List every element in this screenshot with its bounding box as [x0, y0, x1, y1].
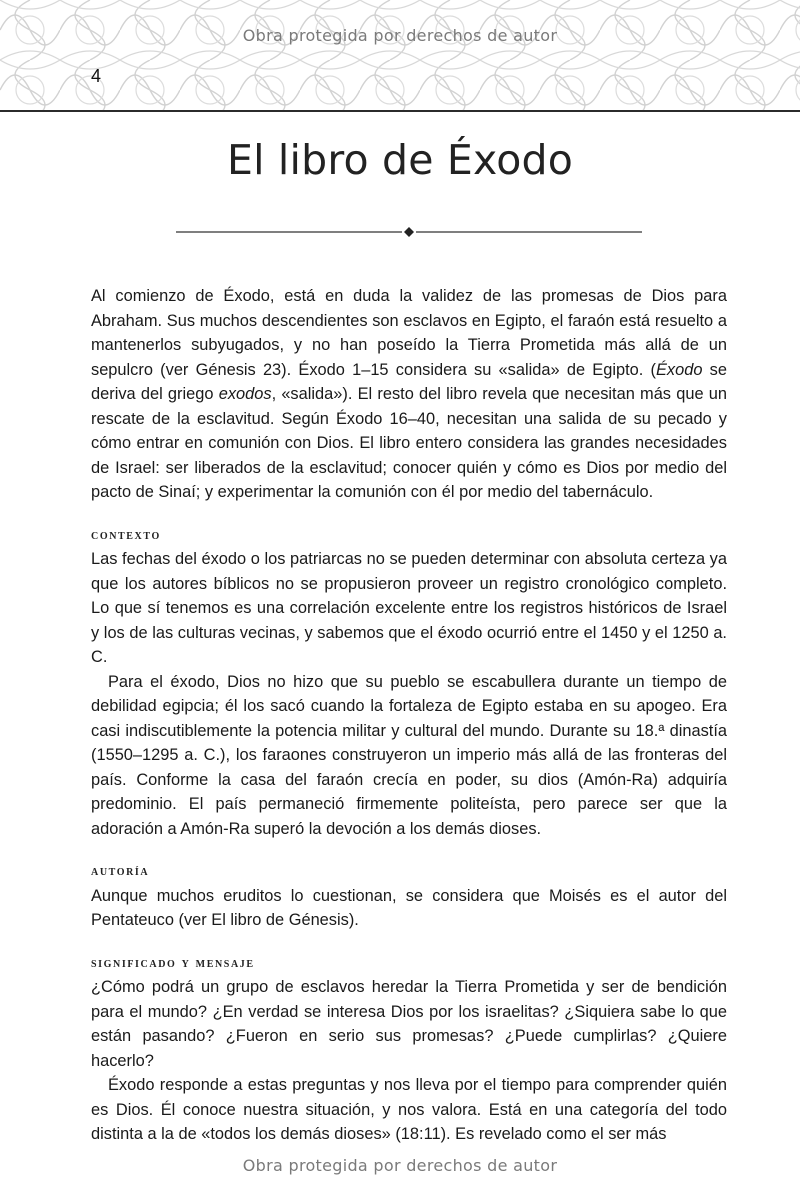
significado-paragraph-1: ¿Cómo podrá un grupo de esclavos heredar la Tierra Prometida y ser de bendición para el mundo? ¿En verdad se interesa Dios por los israelitas? ¿Siquiera sabe lo que están pasando? ¿Fueron en serio sus promesas? ¿Puede cumplirlas? ¿Quiere hacerlo? — [91, 978, 727, 1070]
contexto-paragraph-1: Las fechas del éxodo o los patriarcas no se pueden determinar con absoluta certeza ya que los autores bíblicos no se propusieron proveer un registro cronológico completo. Lo que sí tenemos es una correlación excelente entre los registros históricos de Israel y los de las culturas vecinas, y sabemos que el éxodo ocurrió entre el 1450 y el 1250 a. C. — [91, 550, 727, 666]
section-heading-contexto: contexto — [91, 526, 161, 543]
watermark-bottom: Obra protegida por derechos de autor — [242, 1156, 558, 1175]
title-ornament-divider — [176, 224, 642, 240]
header-divider — [0, 110, 800, 112]
lattice-pattern — [0, 0, 800, 110]
page-number: 4 — [91, 66, 102, 86]
intro-paragraph: Al comienzo de Éxodo, está en duda la validez de las promesas de Dios para Abraham. Sus muchos descendientes son esclavos en Egipto, el faraón está resuelto a mantenerlos subyugados, y no han poseído la Tierra Prometida más allá de un sepulcro (ver Génesis 23). Éxodo 1–15 considera su «salida» de Egipto. (Éxodo se deriva del griego exodos, «salida»). El resto del libro revela que necesitan más que un rescate de la esclavitud. Según Éxodo 16–40, necesitan una salida de su pecado y cómo entrar en comunión con Dios. El libro entero considera las grandes necesidades de Israel: ser liberados de la esclavitud; conocer quién y cómo es Dios por medio del pacto de Sinaí; y experimentar la comunión con él por medio del tabernáculo. — [91, 287, 727, 501]
contexto-paragraph-2: Para el éxodo, Dios no hizo que su pueblo se escabullera durante un tiempo de debilidad egipcia; él los sacó cuando la fortaleza de Egipto estaba en su apogeo. Era casi indiscutiblemente la potencia militar y cultural del mundo. Durante su 18.ª dinastía (1550–1295 a. C.), los faraones construyeron un imperio más allá de las fronteras del país. Conforme la casa del faraón crecía en poder, su dios (Amón-Ra) adquiría predominio. El país permaneció firmemente politeísta, pero parece ser que la adoración a Amón-Ra superó la devoción a los demás dioses. — [91, 672, 727, 838]
decorative-header-pattern — [0, 0, 800, 110]
section-heading-significado: significado y mensaje — [91, 954, 255, 971]
section-heading-autoria: autoría — [91, 863, 150, 879]
significado-paragraph-2: Éxodo responde a estas preguntas y nos lleva por el tiempo para comprender quién es Dios. Él conoce nuestra situación, y nos valora. Está en una categoría del todo distinta a la de «todos los demás dioses» (18:11). Es revelado como el ser más — [91, 1076, 727, 1143]
body-text — [91, 284, 727, 1147]
watermark-top: Obra protegida por derechos de autor — [242, 26, 558, 45]
autoria-paragraph: Aunque muchos eruditos lo cuestionan, se considera que Moisés es el autor del Pentateuco (ver El libro de Génesis). — [91, 886, 727, 929]
chapter-title: El libro de Éxodo — [227, 136, 573, 184]
